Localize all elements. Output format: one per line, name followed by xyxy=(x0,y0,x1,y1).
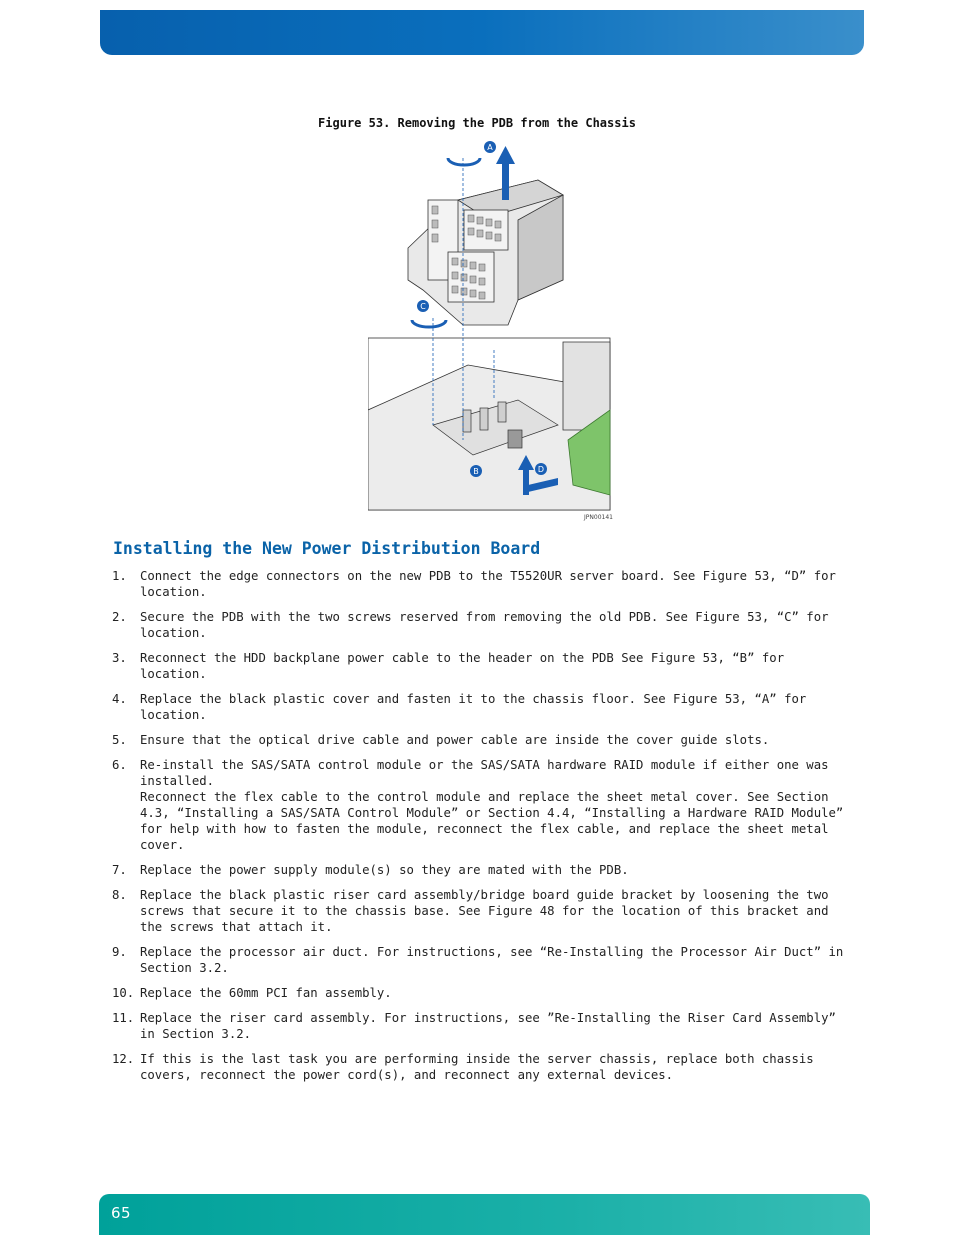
callout-c-label: C xyxy=(420,302,426,311)
list-item xyxy=(112,568,852,600)
list-item xyxy=(112,1010,852,1042)
callout-a xyxy=(484,141,496,153)
step-text: Replace the processor air duct. For instructions, see “Re-Installing the Processor Air Duct” in Section 3.2. xyxy=(140,945,844,975)
screw-rotation-top xyxy=(448,158,480,165)
callout-b xyxy=(470,465,482,477)
step-text: Re-install the SAS/SATA control module or the SAS/SATA hardware RAID module if either one was installed. xyxy=(140,758,829,788)
step-number: 7. xyxy=(112,863,127,877)
step-number: 12. xyxy=(112,1052,135,1066)
step-number: 5. xyxy=(112,733,127,747)
figure-caption: Figure 53. Removing the PDB from the Chassis xyxy=(318,116,636,130)
step-subparagraph: Reconnect the flex cable to the control module and replace the sheet metal cover. See Section 4.3, “Installing a SAS/SATA Control Module” or Section 4.4, “Installing a Hardware RAID Module” for help with how to fasten the module, reconnect the flex cable, and replace the sheet metal cover. xyxy=(140,790,844,852)
figure-id-label: JPN00141 xyxy=(584,514,613,521)
step-number: 10. xyxy=(112,986,135,1000)
list-item xyxy=(112,691,852,723)
list-item xyxy=(112,985,852,1001)
callout-c xyxy=(417,300,429,312)
footer-banner xyxy=(99,1194,870,1235)
plastic-cover xyxy=(408,180,563,325)
step-text: Replace the black plastic riser card assembly/bridge board guide bracket by loosening the two screws that secure it to the chassis base. See Figure 48 for the location of this bracket and the screws that attach it. xyxy=(140,888,829,934)
list-item xyxy=(112,1051,852,1083)
list-item xyxy=(112,757,852,853)
callout-a-label: A xyxy=(487,143,493,152)
callout-b-label: B xyxy=(473,467,479,476)
step-number: 8. xyxy=(112,888,127,902)
screw-rotation-c xyxy=(412,320,446,327)
list-item xyxy=(112,650,852,682)
section-heading: Installing the New Power Distribution Board xyxy=(113,539,541,558)
step-text: Replace the power supply module(s) so they are mated with the PDB. xyxy=(140,863,629,877)
list-item xyxy=(112,862,852,878)
step-text: Connect the edge connectors on the new PDB to the T5520UR server board. See Figure 53, “D” for location. xyxy=(140,569,836,599)
pdb-illustration xyxy=(368,140,618,525)
figure-pdb-removal xyxy=(368,140,618,525)
list-item xyxy=(112,609,852,641)
steps-list xyxy=(112,568,852,1092)
step-number: 6. xyxy=(112,758,127,772)
step-text: Secure the PDB with the two screws reserved from removing the old PDB. See Figure 53, “C” for location. xyxy=(140,610,829,640)
step-number: 11. xyxy=(112,1011,135,1025)
list-item xyxy=(112,944,852,976)
step-number: 1. xyxy=(112,569,127,583)
step-text: Ensure that the optical drive cable and power cable are inside the cover guide slots. xyxy=(140,733,770,747)
list-item xyxy=(112,732,852,748)
step-number: 4. xyxy=(112,692,127,706)
step-number: 3. xyxy=(112,651,127,665)
step-text: Replace the riser card assembly. For instructions, see ”Re-Installing the Riser Card Assembly” in Section 3.2. xyxy=(140,1011,836,1041)
header-banner xyxy=(100,10,864,55)
step-text: If this is the last task you are performing inside the server chassis, replace both chassis covers, reconnect the power cord(s), and reconnect any external devices. xyxy=(140,1052,814,1082)
step-number: 2. xyxy=(112,610,127,624)
step-text: Reconnect the HDD backplane power cable to the header on the PDB See Figure 53, “B” for location. xyxy=(140,651,785,681)
step-text: Replace the 60mm PCI fan assembly. xyxy=(140,986,392,1000)
step-text: Replace the black plastic cover and fasten it to the chassis floor. See Figure 53, “A” for location. xyxy=(140,692,807,722)
list-item xyxy=(112,887,852,935)
callout-d-label: D xyxy=(537,465,545,474)
step-number: 9. xyxy=(112,945,127,959)
page-number: 65 xyxy=(111,1204,132,1222)
callout-d xyxy=(535,463,547,475)
